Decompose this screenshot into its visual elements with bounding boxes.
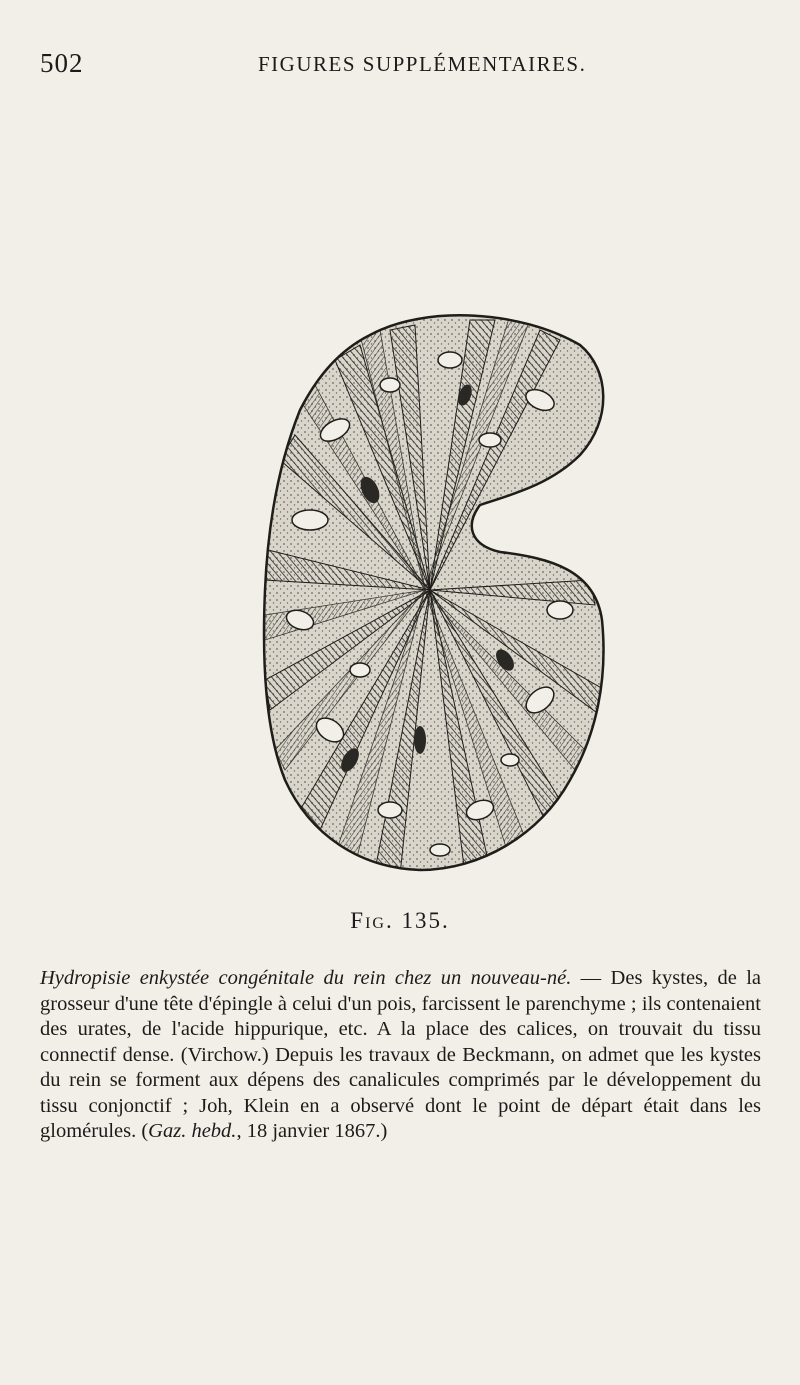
reference-date: , 18 janvier 1867.) xyxy=(236,1120,388,1142)
entry-title: Hydropisie enkystée congénitale du rein chez un nouveau-né. xyxy=(40,967,572,989)
body-paragraph xyxy=(40,966,761,1145)
journal-reference: Gaz. hebd. xyxy=(148,1120,237,1142)
figure-caption: Fig. 135. xyxy=(350,908,450,933)
title-dash: — xyxy=(571,967,611,989)
kidney-illustration xyxy=(240,290,620,900)
kidney-cross-section-icon xyxy=(240,290,620,900)
page-number: 502 xyxy=(40,48,84,78)
entry-body: Des kystes, de la grosseur d'une tête d'épingle à celui d'un pois, farcissent le parenchyme ; ils contenaient des urates, de l'acide hippurique, etc. A la place des calices, on trouvait du tissu connectif dense. (Virchow.) Depuis les travaux de Beckmann, on admet que les kystes du rein se forment aux dépens des canalicules comprimés par le développement du tissu conjonctif ; Joh, Klein en a observé dont le point de départ était dans les glomérules. ( xyxy=(40,967,762,1142)
running-title: FIGURES SUPPLÉMENTAIRES. xyxy=(258,52,587,76)
